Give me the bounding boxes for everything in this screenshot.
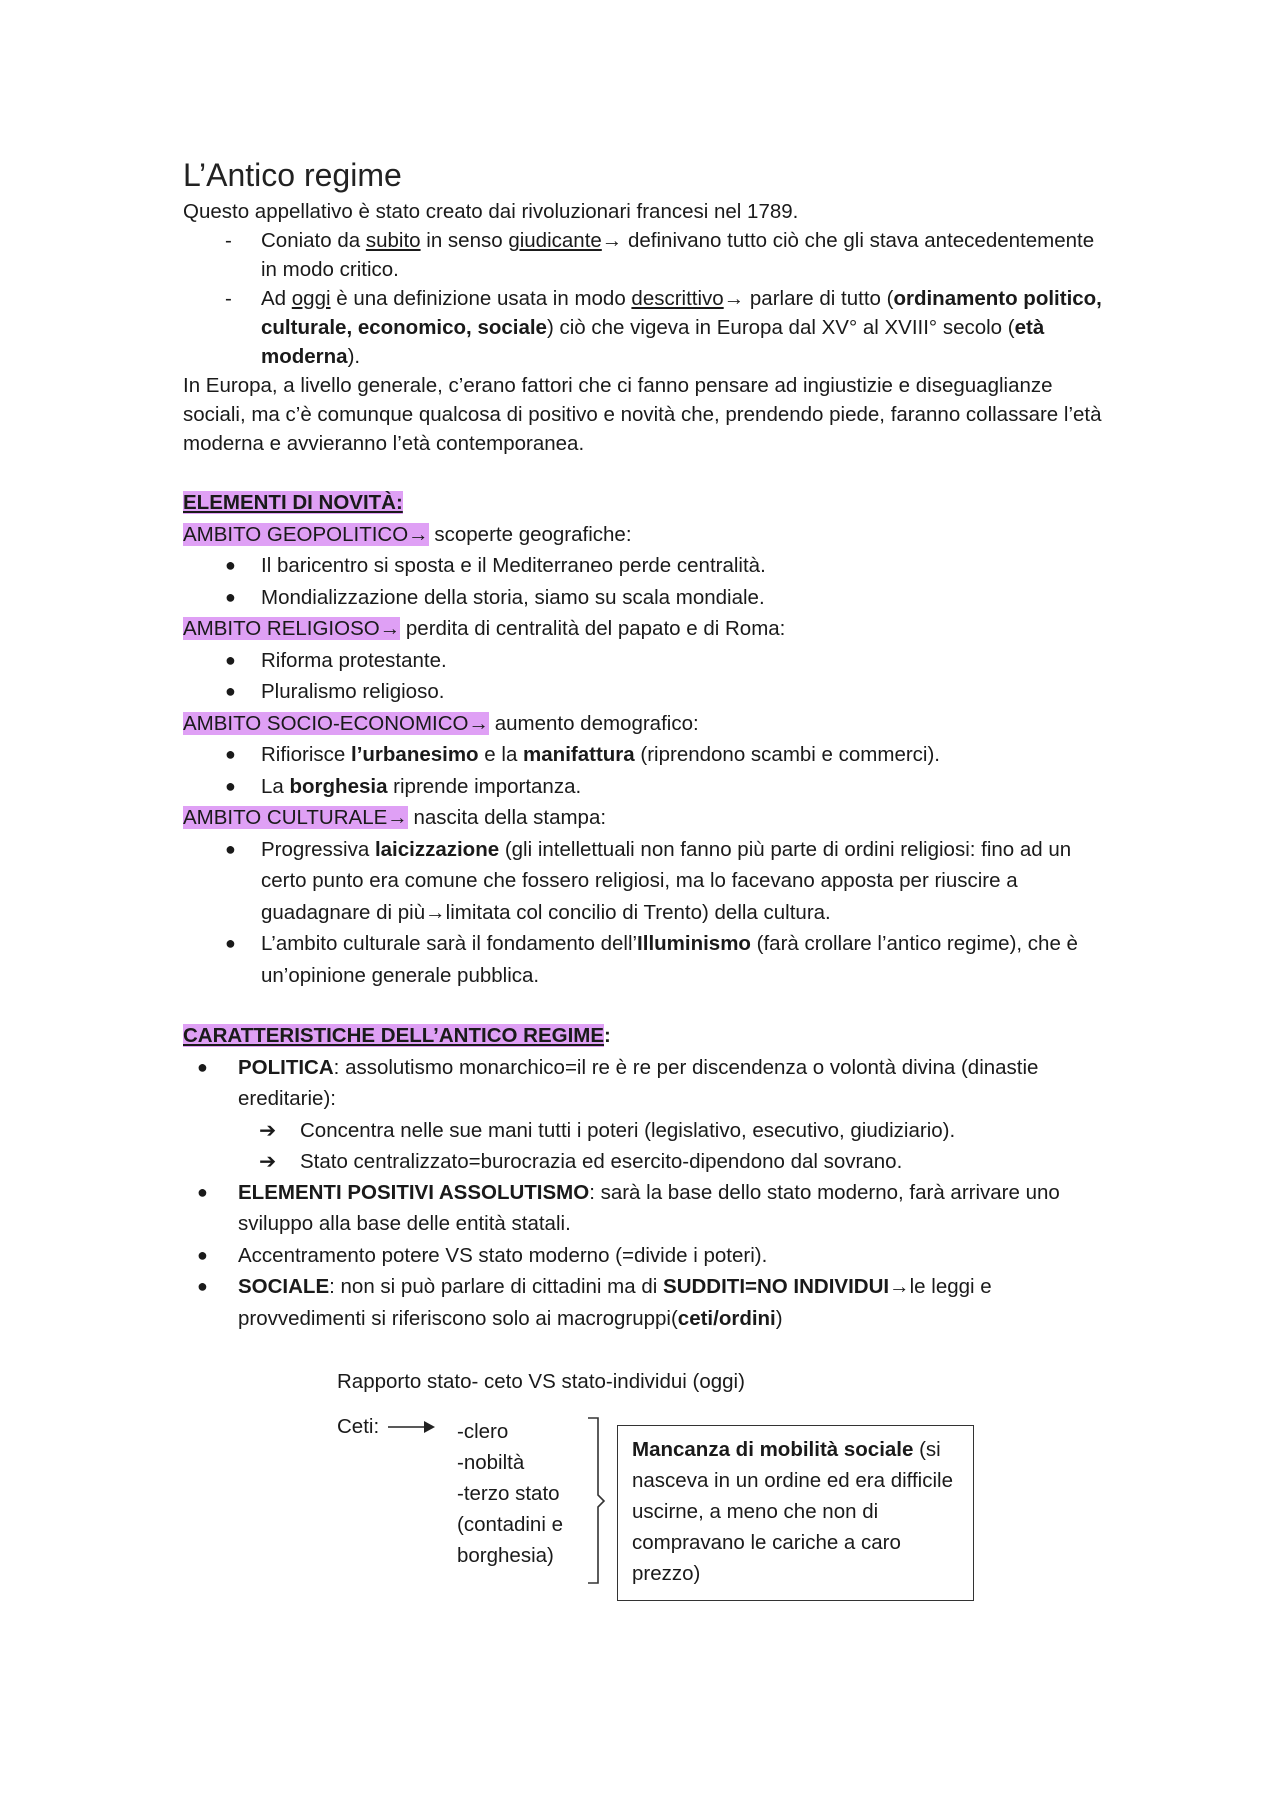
list-item: ● L’ambito culturale sarà il fondamento dell’Illuminismo (farà crollare l’antico regime), che è un’opinione generale pubblica.	[183, 928, 1113, 991]
intro-line: Questo appellativo è stato creato dai rivoluzionari francesi nel 1789.	[183, 200, 799, 223]
list-item: ➔ Concentra nelle sue mani tutti i poteri (legislativo, esecutivo, giudiziario).	[183, 1115, 1113, 1146]
ceti-bracket	[588, 1418, 604, 1583]
mobilita-callout-box: Mancanza di mobilità sociale (si nasceva in un ordine ed era difficile uscirne, a meno che non di compravano le cariche a caro prezzo)	[617, 1425, 974, 1601]
ceti-item: -clero	[457, 1420, 509, 1443]
list-item: ● Progressiva laicizzazione (gli intellettuali non fanno più parte di ordini religiosi: fino ad un certo punto era comune che fossero religiosi, ma lo facevano apposta per riuscire a guadagnare di più→limitata col concilio di Trento) della cultura.	[183, 834, 1113, 929]
list-item: ➔ Stato centralizzato=burocrazia ed esercito-dipendono dal sovrano.	[183, 1146, 1113, 1177]
ambito-religioso: AMBITO RELIGIOSO→ perdita di centralità del papato e di Roma:	[183, 617, 786, 640]
ceti-list	[457, 1416, 563, 1571]
ceti-item: borghesia)	[457, 1544, 554, 1567]
bullet-icon: ●	[225, 933, 236, 953]
intro-item-2: - Ad oggi è una definizione usata in modo descrittivo→ parlare di tutto (ordinamento politico, culturale, economico, sociale) ciò che vigeva in Europa dal XV° al XVIII° secolo (età moderna).	[183, 284, 1113, 371]
caratteristiche-heading: CARATTERISTICHE DELL’ANTICO REGIME:	[183, 1024, 611, 1047]
list-item: ● Rifiorisce l’urbanesimo e la manifattura (riprendono scambi e commerci).	[183, 739, 1113, 771]
bullet-icon: ●	[225, 649, 236, 670]
list-item: ● La borghesia riprende importanza.	[183, 771, 1113, 803]
ceti-item: (contadini e	[457, 1513, 563, 1536]
page-title: L’Antico regime	[183, 157, 402, 193]
arrow-right-icon: ➔	[259, 1118, 277, 1142]
dash-marker: -	[225, 229, 232, 252]
ambito-socio-economico: AMBITO SOCIO-ECONOMICO→ aumento demografico:	[183, 711, 699, 735]
list-item: ● Il baricentro si sposta e il Mediterraneo perde centralità.	[183, 550, 1113, 582]
bullet-icon: ●	[197, 1056, 208, 1077]
ambito-geopolitico: AMBITO GEOPOLITICO→ scoperte geografiche:	[183, 522, 632, 546]
bullet-icon: ●	[225, 586, 236, 607]
list-item: ● Riforma protestante.	[183, 645, 1113, 677]
novita-heading: ELEMENTI DI NOVITÀ:	[183, 491, 403, 514]
ceti-label: Ceti:	[337, 1415, 380, 1438]
document-body	[183, 155, 1113, 1334]
bullet-icon: ●	[197, 1181, 208, 1202]
bullet-icon: ●	[225, 744, 236, 764]
ceti-item: -terzo stato	[457, 1482, 560, 1505]
list-item: ● Mondializzazione della storia, siamo su scala mondiale.	[183, 582, 1113, 614]
ceti-arrow-icon	[388, 1421, 435, 1433]
intro-item-1: - Coniato da subito in senso giudicante→ definivano tutto ciò che gli stava antecedentemente in modo critico.	[183, 226, 1113, 284]
bullet-icon: ●	[225, 775, 236, 796]
bullet-icon: ●	[197, 1244, 208, 1265]
arrow-right-icon: ➔	[259, 1149, 277, 1173]
list-item: ● Accentramento potere VS stato moderno (=divide i poteri).	[183, 1240, 1113, 1272]
intro-paragraph: In Europa, a livello generale, c’erano fattori che ci fanno pensare ad ingiustizie e diseguaglianze sociali, ma c’è comunque qualcosa di positivo e novità che, prendendo piede, faranno collassare l’età moderna e avvieranno l’età contemporanea.	[183, 374, 1102, 455]
dash-marker: -	[225, 287, 232, 310]
list-item: ● SOCIALE: non si può parlare di cittadini ma di SUDDITI=NO INDIVIDUI→le leggi e provvedimenti si riferiscono solo ai macrogruppi(ceti/ordini)	[183, 1271, 1113, 1334]
bullet-icon: ●	[225, 555, 236, 575]
bullet-icon: ●	[197, 1276, 208, 1296]
bullet-icon: ●	[225, 838, 236, 859]
list-item: ● POLITICA: assolutismo monarchico=il re è re per discendenza o volontà divina (dinastie ereditarie):	[183, 1052, 1113, 1115]
diagram-caption: Rapporto stato- ceto VS stato-individui (oggi)	[337, 1370, 745, 1393]
list-item: ● ELEMENTI POSITIVI ASSOLUTISMO: sarà la base dello stato moderno, farà arrivare uno sviluppo alla base delle entità statali.	[183, 1177, 1113, 1240]
ambito-culturale: AMBITO CULTURALE→ nascita della stampa:	[183, 806, 607, 829]
list-item: ● Pluralismo religioso.	[183, 676, 1113, 708]
bullet-icon: ●	[225, 681, 236, 701]
ceti-item: -nobiltà	[457, 1451, 525, 1474]
